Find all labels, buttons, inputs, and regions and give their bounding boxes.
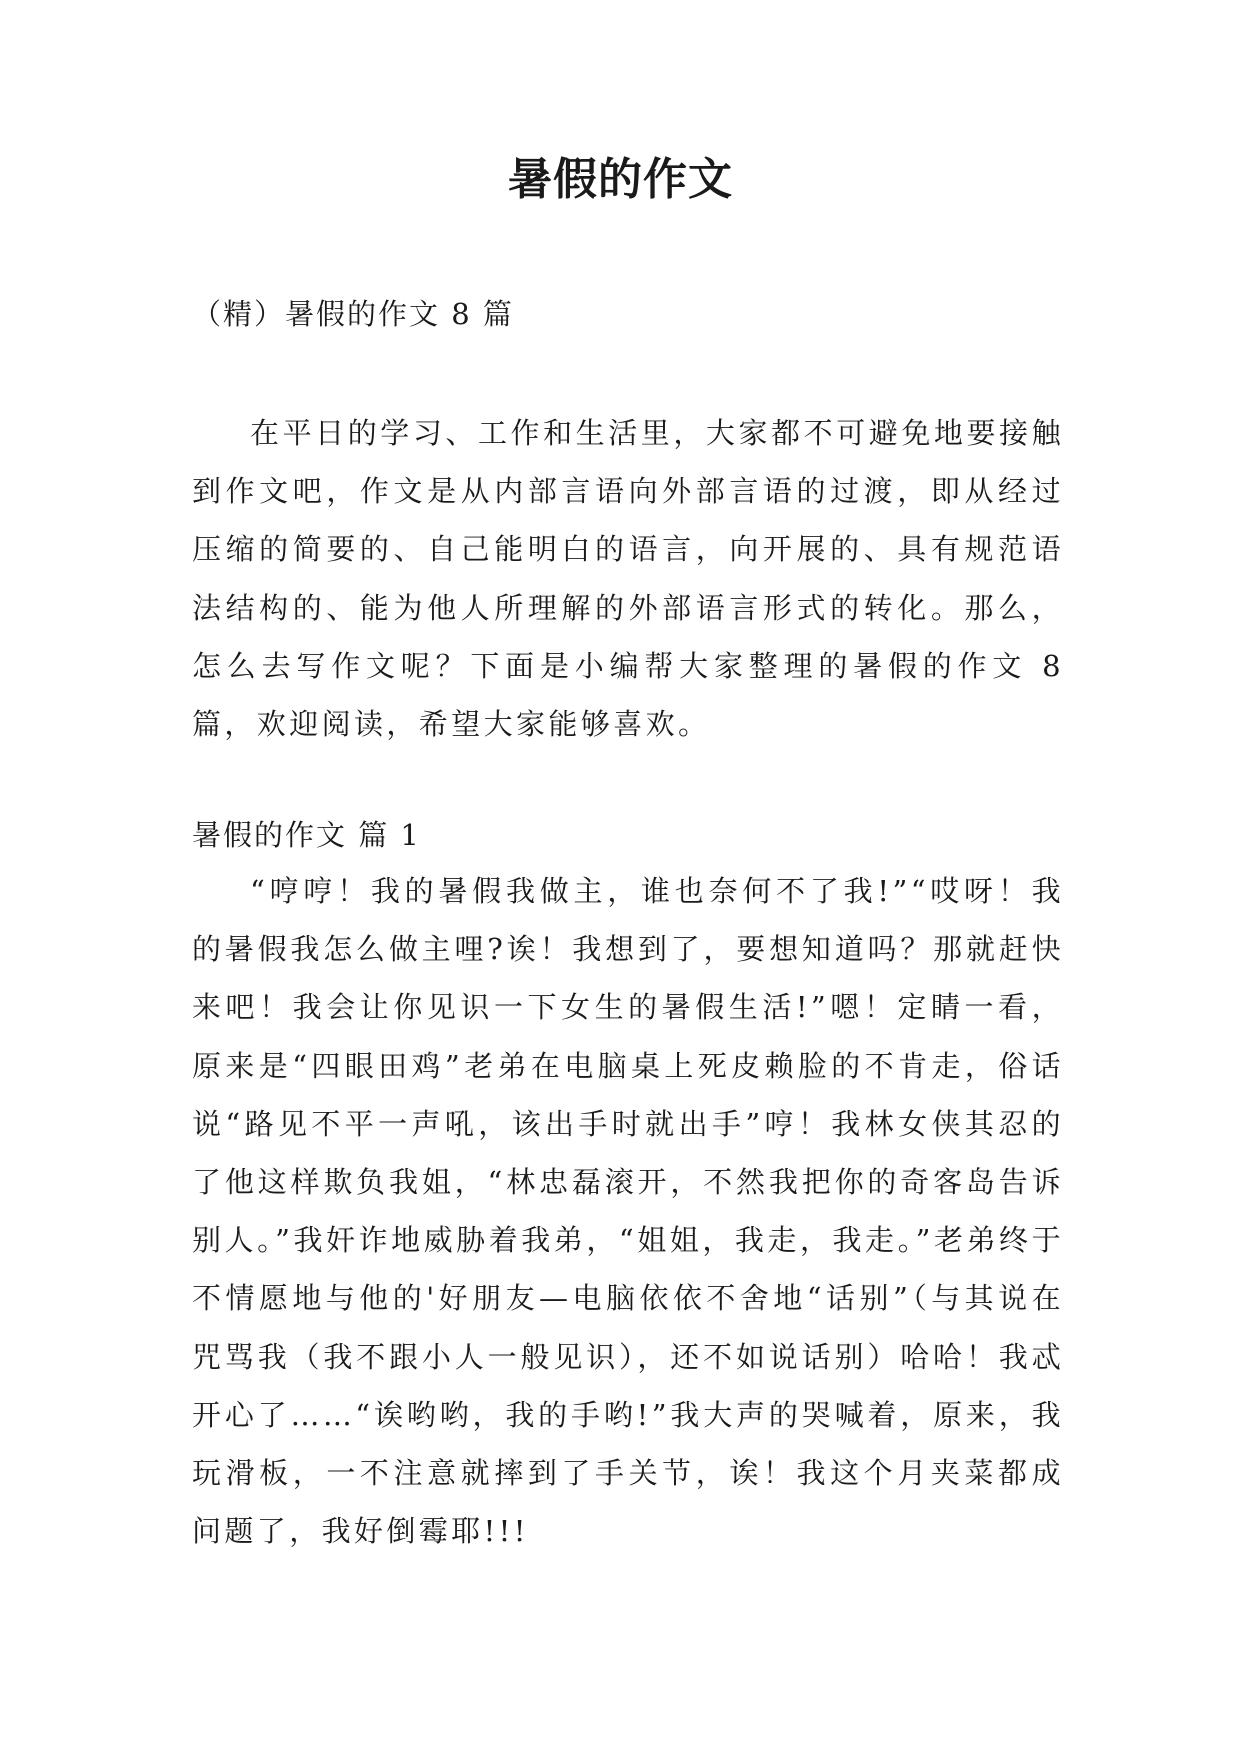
essay-section [192, 862, 1064, 1560]
document-subtitle: （精）暑假的作文 8 篇 [192, 297, 514, 331]
intro-section [192, 404, 1064, 753]
intro-paragraph: 在平日的学习、工作和生活里，大家都不可避免地要接触到作文吧，作文是从内部言语向外部言语的过渡，即从经过压缩的简要的、自己能明白的语言，向开展的、具有规范语法结构的、能为他人所理解的外部语言形式的转化。那么，怎么去写作文呢？下面是小编帮大家整理的暑假的作文 8 篇，欢迎阅读，希望大家能够喜欢。 [192, 416, 1064, 742]
essay-paragraph: “哼哼！我的暑假我做主，谁也奈何不了我!”“哎呀！我的暑假我怎么做主哩?诶！我想到了，要想知道吗？那就赶快来吧！我会让你见识一下女生的暑假生活!”嗯！定睛一看，原来是“四眼田鸡”老弟在电脑桌上死皮赖脸的不肯走，俗话说“路见不平一声吼，该出手时就出手”哼！我林女侠其忍的了他这样欺负我姐，“林忠磊滚开，不然我把你的奇客岛告诉别人。”我奸诈地威胁着我弟，“姐姐，我走，我走。”老弟终于不情愿地与他的'好朋友—电脑依依不舍地“话别”（与其说在咒骂我（我不跟小人一般见识），还不如说话别）哈哈！我忒开心了……“诶哟哟，我的手哟!”我大声的哭喊着，原来，我玩滑板，一不注意就摔到了手关节，诶！我这个月夹菜都成问题了，我好倒霉耶!!! [192, 874, 1064, 1549]
section-heading: 暑假的作文 篇 1 [192, 818, 421, 852]
document-title: 暑假的作文 [508, 154, 733, 205]
